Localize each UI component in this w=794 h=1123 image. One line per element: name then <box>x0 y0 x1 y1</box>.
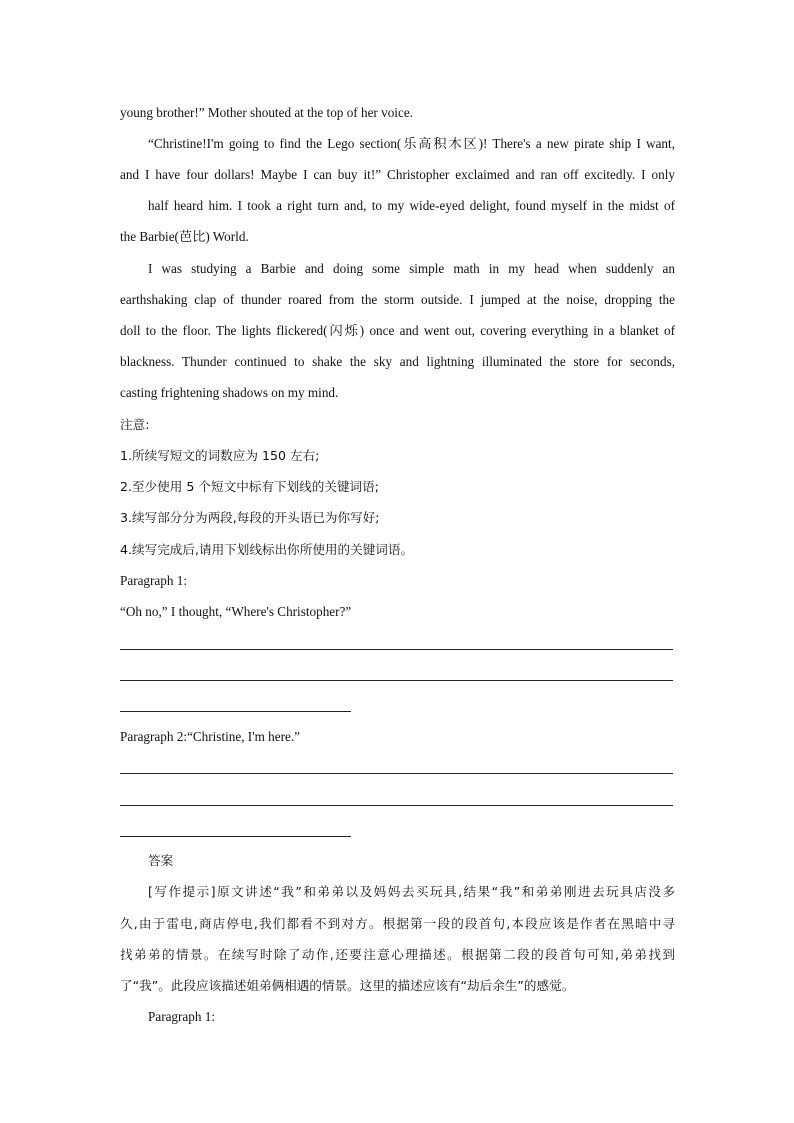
writing-line[interactable] <box>120 680 673 681</box>
passage-line: “Christine!I'm going to find the Lego section(乐高积木区)! There's a new pirate ship I want, <box>148 136 675 151</box>
answer-line: 久,由于雷电,商店停电,我们都看不到对方。根据第一段的段首句,本段应该是作者在黑暗中寻 <box>120 916 675 931</box>
paragraph-2-label: Paragraph 2:“Christine, I'm here.” <box>120 729 300 744</box>
passage-line: young brother!” Mother shouted at the top of her voice. <box>120 105 413 120</box>
paragraph-1-label: Paragraph 1: <box>120 573 188 588</box>
passage-line: blackness. Thunder continued to shake the sky and lightning illuminated the store for seconds, <box>120 354 675 369</box>
writing-line[interactable] <box>120 773 673 774</box>
passage-line: and I have four dollars! Maybe I can buy it!” Christopher exclaimed and ran off excitedly. I only <box>120 167 675 182</box>
passage-line: earthshaking clap of thunder roared from the storm outside. I jumped at the noise, dropping the <box>120 292 675 307</box>
note-item: 3.续写部分分为两段,每段的开头语已为你写好; <box>120 510 380 525</box>
notes-heading: 注意: <box>120 417 150 432</box>
answer-line: 了“我”。此段应该描述姐弟俩相遇的情景。这里的描述应该有“劫后余生”的感觉。 <box>120 978 575 993</box>
paragraph-1-opening: “Oh no,” I thought, “Where's Christopher?” <box>120 604 352 619</box>
writing-line[interactable] <box>120 649 673 650</box>
note-item: 2.至少使用 5 个短文中标有下划线的关键词语; <box>120 479 379 494</box>
passage-line: the Barbie(芭比) World. <box>120 229 249 244</box>
passage-line: half heard him. I took a right turn and, to my wide-eyed delight, found myself in the midst of <box>148 198 675 213</box>
answer-line: 找弟弟的情景。在续写时除了动作,还要注意心理描述。根据第二段的段首句可知,弟弟找到 <box>120 947 675 962</box>
answer-heading: 答案 <box>148 853 174 868</box>
writing-line[interactable] <box>120 711 351 712</box>
note-item: 1.所续写短文的词数应为 150 左右; <box>120 448 320 463</box>
passage-line: casting frightening shadows on my mind. <box>120 385 339 400</box>
passage-line: I was studying a Barbie and doing some simple math in my head when suddenly an <box>148 261 675 276</box>
answer-paragraph-1-label: Paragraph 1: <box>148 1009 216 1024</box>
writing-line[interactable] <box>120 836 351 837</box>
answer-line: [写作提示]原文讲述“我”和弟弟以及妈妈去买玩具,结果“我”和弟弟刚进去玩具店没多 <box>148 884 675 899</box>
writing-line[interactable] <box>120 805 673 806</box>
note-item: 4.续写完成后,请用下划线标出你所使用的关键词语。 <box>120 542 414 557</box>
passage-line: doll to the floor. The lights flickered(闪烁) once and went out, covering everything in a blanket of <box>120 323 675 338</box>
